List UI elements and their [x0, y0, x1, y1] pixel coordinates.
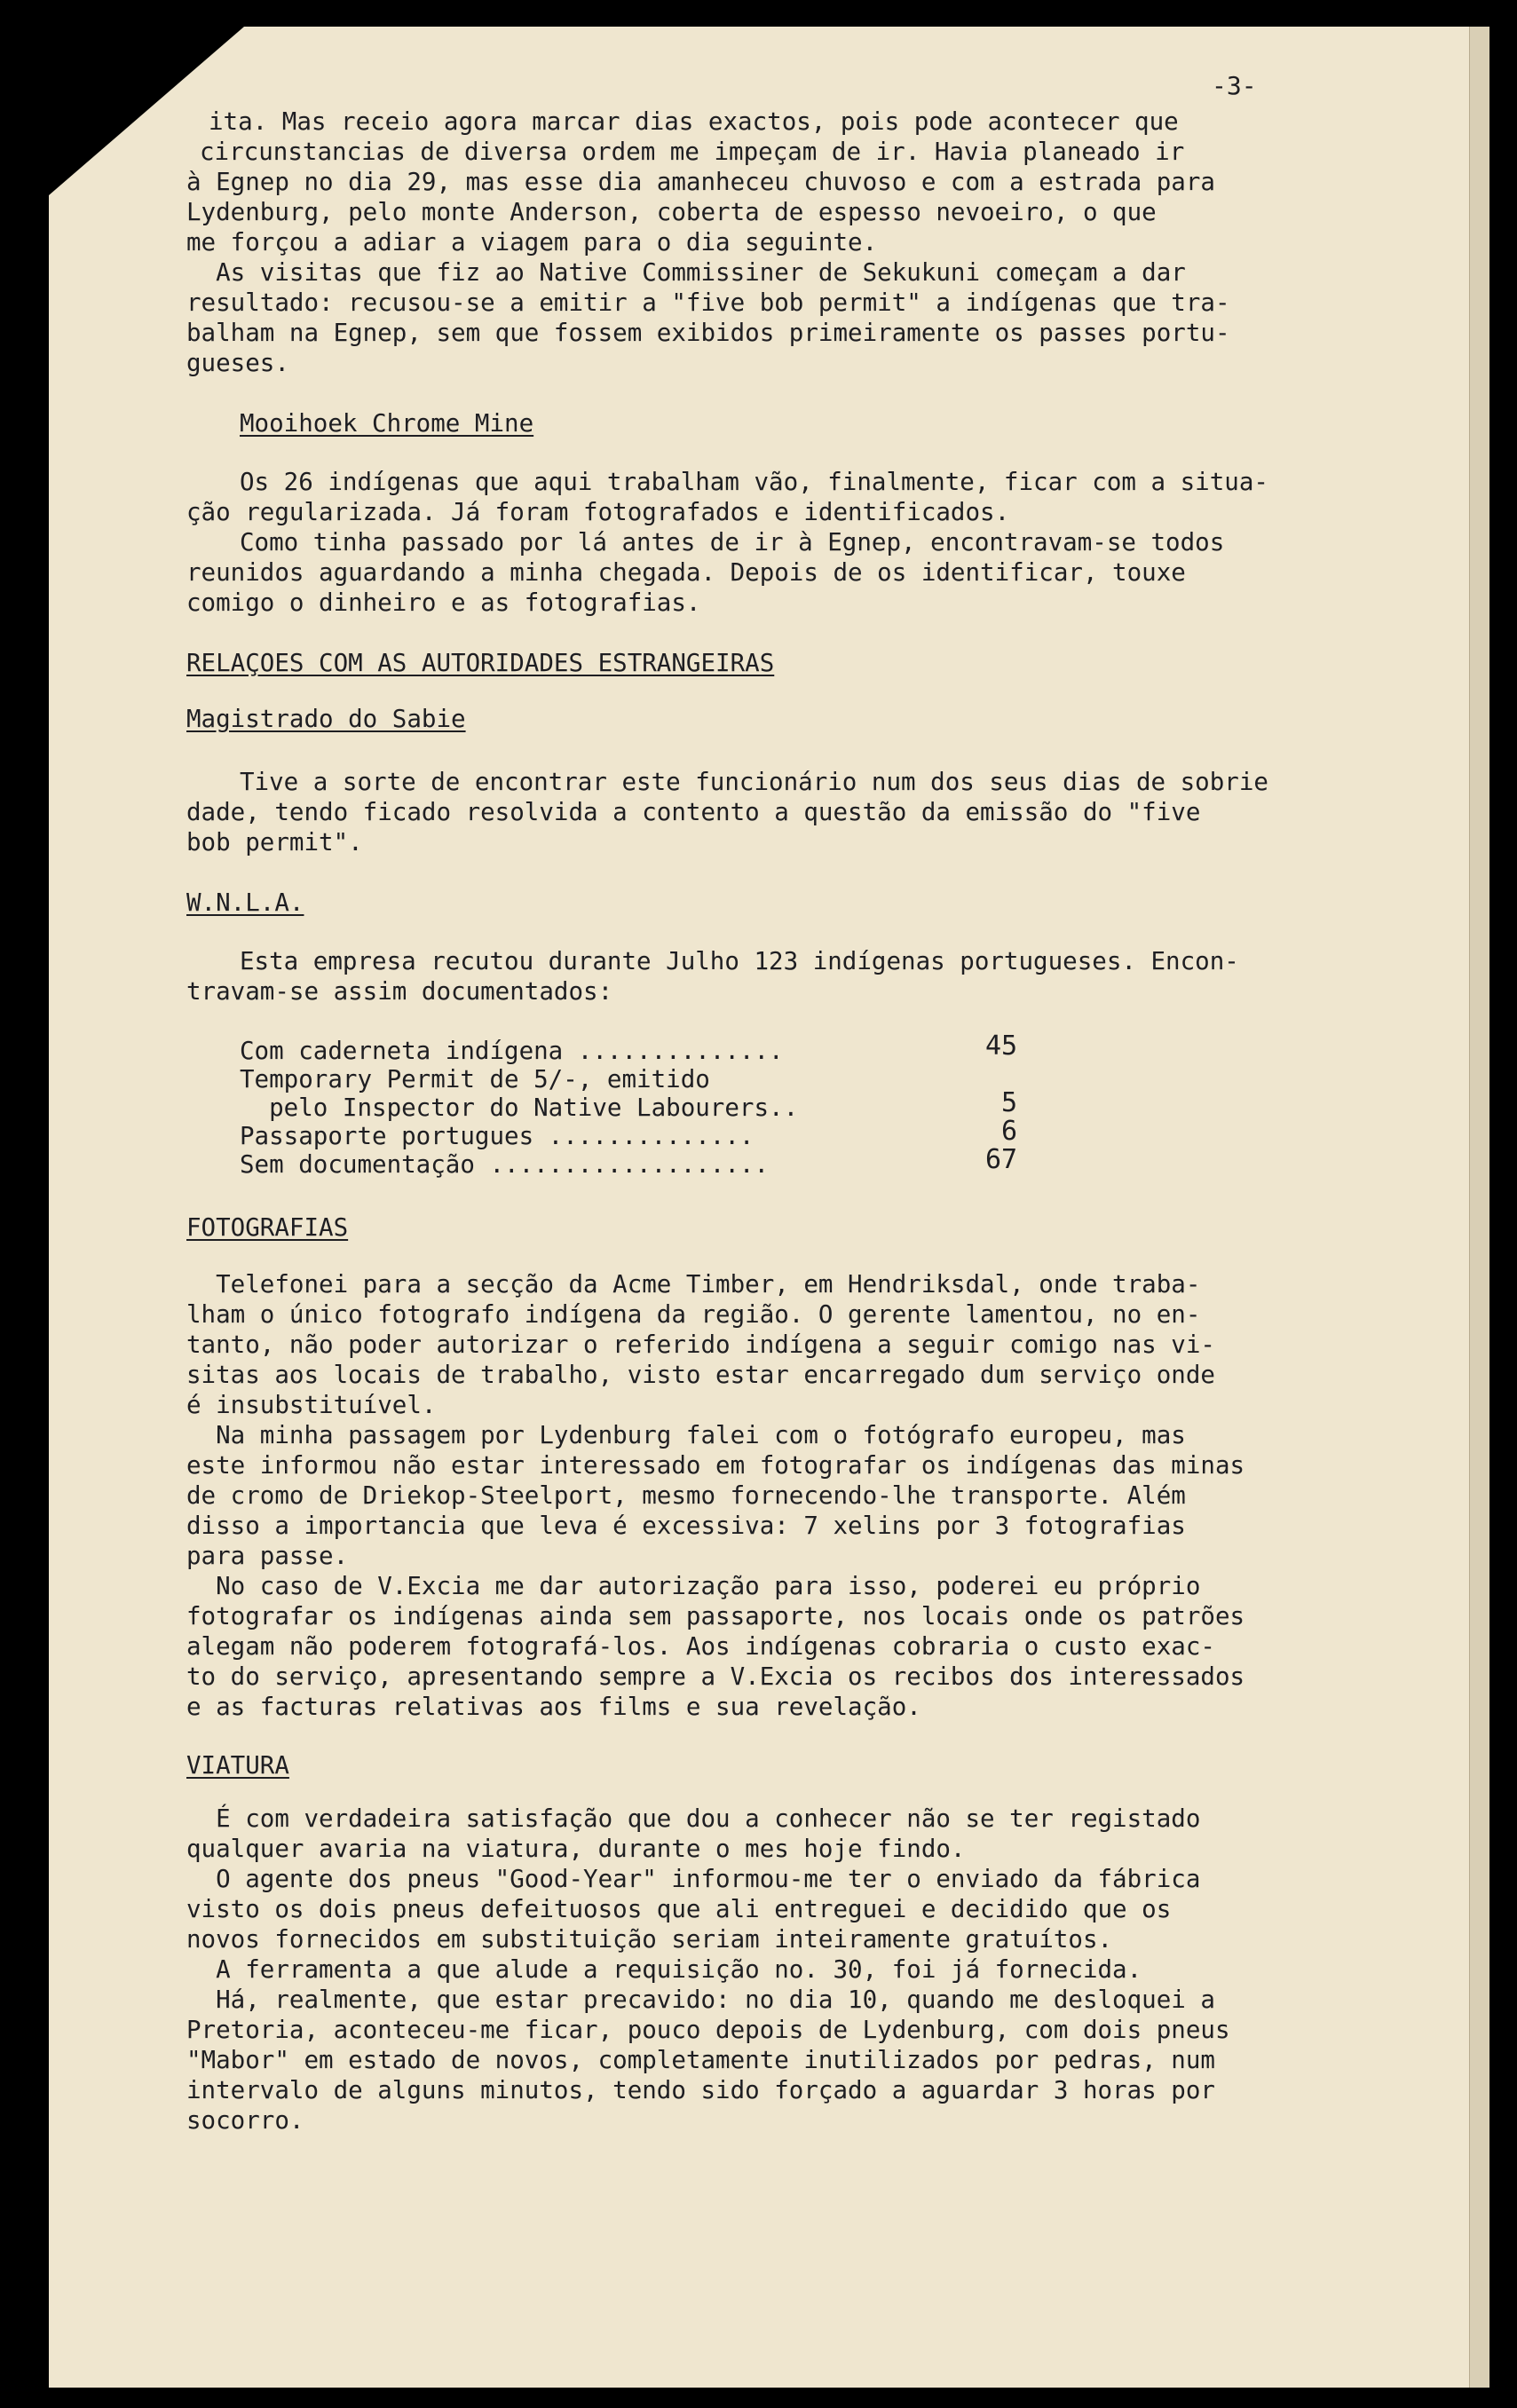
text-line: É com verdadeira satisfação que dou a conhecer não se ter registado [186, 1804, 1201, 1833]
text-line: disso a importancia que leva é excessiva: 7 xelins por 3 fotografias [186, 1512, 1186, 1540]
table-value: 6 [1001, 1116, 1018, 1147]
text-line: "Mabor" em estado de novos, completamente inutilizados por pedras, num [186, 2046, 1215, 2074]
text-line: Telefonei para a secção da Acme Timber, em Hendriksdal, onde traba- [186, 1270, 1201, 1299]
text-line: balham na Egnep, sem que fossem exibidos primeiramente os passes portu- [186, 319, 1230, 347]
text-line: comigo o dinheiro e as fotografias. [186, 588, 701, 617]
text-line: bob permit". [186, 828, 363, 857]
text-line: No caso de V.Excia me dar autorização para isso, poderei eu próprio [186, 1572, 1201, 1600]
section-heading: FOTOGRAFIAS [186, 1213, 349, 1242]
text-line: A ferramenta a que alude a requisição no. 30, foi já fornecida. [186, 1955, 1142, 1984]
text-line: e as facturas relativas aos films e sua revelação. [186, 1693, 921, 1721]
section-heading: VIATURA [186, 1751, 289, 1780]
text-line: Os 26 indígenas que aqui trabalham vão, finalmente, ficar com a situa- [240, 468, 1268, 496]
page-number: -3- [1212, 71, 1257, 100]
text-line: Esta empresa recutou durante Julho 123 indígenas portugueses. Encon- [240, 947, 1239, 975]
text-line: para passe. [186, 1542, 349, 1570]
paper-edge [1469, 27, 1489, 2388]
text-line: circunstancias de diversa ordem me impeçam de ir. Havia planeado ir [200, 138, 1185, 166]
section-heading: W.N.L.A. [186, 888, 304, 917]
table-value: 5 [1001, 1087, 1018, 1118]
text-line: travam-se assim documentados: [186, 977, 613, 1006]
section-heading: RELAÇOES COM AS AUTORIDADES ESTRANGEIRAS [186, 649, 775, 677]
text-line: é insubstituível. [186, 1391, 437, 1419]
subsection-heading: Magistrado do Sabie [186, 705, 466, 733]
text-line: me forçou a adiar a viagem para o dia seguinte. [186, 228, 878, 257]
table-label: Com caderneta indígena .............. [240, 1037, 784, 1065]
table-label: Temporary Permit de 5/-, emitido [240, 1065, 710, 1093]
text-line: gueses. [186, 349, 289, 377]
text-line: qualquer avaria na viatura, durante o mes hoje findo. [186, 1835, 966, 1863]
text-line: intervalo de alguns minutos, tendo sido forçado a aguardar 3 horas por [186, 2076, 1215, 2104]
table-value: 67 [985, 1144, 1018, 1175]
text-line: As visitas que fiz ao Native Commissiner de Sekukuni começam a dar [186, 258, 1186, 287]
text-line: Há, realmente, que estar precavido: no dia 10, quando me desloquei a [186, 1986, 1215, 2014]
text-line: socorro. [186, 2106, 304, 2135]
table-label: pelo Inspector do Native Labourers.. [240, 1093, 799, 1122]
text-line: O agente dos pneus "Good-Year" informou-me ter o enviado da fábrica [186, 1865, 1201, 1893]
text-line: Na minha passagem por Lydenburg falei com o fotógrafo europeu, mas [186, 1421, 1186, 1449]
text-line: tanto, não poder autorizar o referido indígena a seguir comigo nas vi- [186, 1330, 1215, 1359]
section-heading: Mooihoek Chrome Mine [240, 409, 534, 438]
text-line: fotografar os indígenas ainda sem passaporte, nos locais onde os patrões [186, 1602, 1245, 1630]
text-line: Como tinha passado por lá antes de ir à Egnep, encontravam-se todos [240, 528, 1225, 557]
text-line: alegam não poderem fotografá-los. Aos indígenas cobraria o custo exac- [186, 1632, 1215, 1661]
text-line: à Egnep no dia 29, mas esse dia amanheceu chuvoso e com a estrada para [186, 168, 1215, 196]
text-line: sitas aos locais de trabalho, visto estar encarregado dum serviço onde [186, 1361, 1215, 1389]
table-value: 45 [985, 1030, 1018, 1062]
text-line: Tive a sorte de encontrar este funcionário num dos seus dias de sobrie [240, 768, 1268, 796]
text-line: reunidos aguardando a minha chegada. Depois de os identificar, touxe [186, 558, 1186, 587]
table-label: Passaporte portugues .............. [240, 1122, 755, 1150]
text-line: de cromo de Driekop-Steelport, mesmo fornecendo-lhe transporte. Além [186, 1481, 1186, 1510]
text-line: dade, tendo ficado resolvida a contento a questão da emissão do "five [186, 798, 1201, 826]
text-line: resultado: recusou-se a emitir a "five bob permit" a indígenas que tra- [186, 288, 1230, 317]
text-line: Pretoria, aconteceu-me ficar, pouco depois de Lydenburg, com dois pneus [186, 2016, 1230, 2044]
text-line: novos fornecidos em substituição seriam inteiramente gratuítos. [186, 1925, 1113, 1954]
text-line: lham o único fotografo indígena da região. O gerente lamentou, no en- [186, 1300, 1201, 1329]
text-line: Lydenburg, pelo monte Anderson, coberta de espesso nevoeiro, o que [186, 198, 1157, 226]
text-line: to do serviço, apresentando sempre a V.Excia os recibos dos interessados [186, 1662, 1245, 1691]
text-line: ção regularizada. Já foram fotografados e identificados. [186, 498, 1010, 526]
text-line: este informou não estar interessado em fotografar os indígenas das minas [186, 1451, 1245, 1480]
text-line: visto os dois pneus defeituosos que ali entreguei e decidido que os [186, 1895, 1172, 1923]
table-label: Sem documentação ................... [240, 1150, 770, 1179]
text-line: ita. Mas receio agora marcar dias exactos, pois pode acontecer que [209, 107, 1179, 136]
